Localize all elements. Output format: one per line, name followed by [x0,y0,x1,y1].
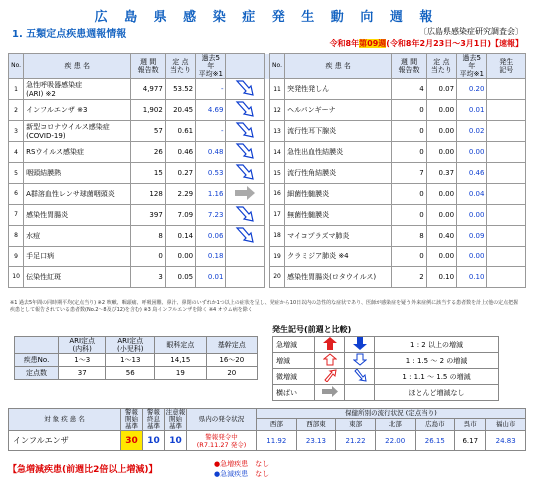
row-no: 10 [9,267,24,288]
points-header-blank [15,337,59,354]
disease-table [8,53,526,288]
remark-cell [487,267,526,288]
table-row [9,163,526,184]
alert-status-line1: 警報発令中 [205,432,238,441]
weekly-count: 0 [392,142,426,163]
legend-label: 微増減 [273,369,315,385]
header-disease: 疾 患 名 [24,54,131,79]
points-cell: 14,15 [155,354,206,367]
remark-cell [487,142,526,163]
table-row [9,79,526,100]
district-value: 23.13 [296,431,336,451]
per-point: 0.61 [165,121,195,142]
five-year-avg: 4.69 [196,100,226,121]
five-year-avg: 0.06 [196,225,226,246]
row-no: 3 [9,121,24,142]
points-cell: 16～20 [206,354,257,367]
slight-down-arrow-icon [226,204,264,225]
week-badge: 第09週 [359,39,387,48]
weekly-count: 4,977 [131,79,165,100]
points-cell: 19 [155,367,206,380]
per-point: 20.45 [165,100,195,121]
district-value: 11.92 [257,431,297,451]
per-point: 0.00 [426,142,456,163]
slight-down-arrow-icon [226,163,264,184]
per-point: 0.00 [426,184,456,205]
slight-down-arrow-icon [226,121,264,142]
footnotes: ※1 過去5年間の同時期平均(定点当り) ※2 咳嗽、咽頭痛、呼吸困難、鼻汁、鼻閉のいずれか1つ以上の症状を呈し、発症から10日以内の急性的な症状であり、医師が感染症を疑う外来症例に該当する患者数を計上(他の定点把握疾患として報告されている患者数(No.2～8及び12)を含む) ※3 鳥インフルエンザを除く ※4 オウム病を除く [10,300,519,313]
disease-name: クラミジア肺炎 ※4 [285,246,392,267]
weekly-count: 2 [392,267,426,288]
disease-name: 手足口病 [24,246,131,267]
disease-name: 感染性胃腸炎(ロタウイルス) [285,267,392,288]
disease-name: RSウイルス感染症 [24,142,131,163]
five-year-avg: 0.09 [457,225,487,246]
district-value: 22.00 [375,431,415,451]
per-point: 0.07 [426,79,456,100]
weekly-count: 0 [392,100,426,121]
disease-name: インフルエンザ ※3 [24,100,131,121]
alert-disease-name: インフルエンザ [9,431,121,451]
row-no: 6 [9,184,24,205]
row-no: 18 [269,225,284,246]
slight-up-arrow-icon [315,369,345,385]
district-value: 21.22 [336,431,376,451]
weekly-count: 0 [392,184,426,205]
decrease-value: なし [255,470,270,478]
table-row [9,142,526,163]
table-row [9,246,526,267]
legend-title: 発生記号(前週と比較) [272,325,352,334]
per-point: 0.05 [165,267,195,288]
row-no: 1 [9,79,24,100]
district-label: 広島市 [415,419,455,431]
increase-value: なし [255,460,270,468]
table-row [9,184,526,205]
five-year-avg: 0.48 [196,142,226,163]
row-no: 19 [269,246,284,267]
per-point: 0.40 [426,225,456,246]
weekly-count: 397 [131,204,165,225]
flat-arrow-icon [315,385,345,401]
disease-name: 無菌性髄膜炎 [285,204,392,225]
sharp-up-arrow-icon [315,337,345,353]
five-year-avg: 0.01 [196,267,226,288]
five-year-avg: - [196,79,226,100]
legend-desc: 1 : 1.5 ～ 2 の増減 [375,353,499,369]
header-no: No. [9,54,24,79]
alert-header-row [9,409,526,419]
date-prefix: 令和8年 [329,39,360,48]
points-row-label: 定点数 [15,367,59,380]
per-point: 0.00 [165,246,195,267]
district-label: 呉市 [455,419,486,431]
flat-arrow-icon [226,184,264,205]
points-cell: 1～3 [59,354,106,367]
header-remark: 発生 記号 [487,54,526,79]
points-col-1: ARI定点 (内科) [59,337,106,354]
row-no: 2 [9,100,24,121]
legend-row [273,385,499,401]
header-no-right: No. [269,54,284,79]
points-col-4: 基幹定点 [206,337,257,354]
warn-threshold: 30 [121,431,143,451]
influenza-alert-table [8,408,526,451]
weekly-count: 57 [131,121,165,142]
rapid-change-list [214,459,269,479]
weekly-count: 4 [392,79,426,100]
points-cell: 37 [59,367,106,380]
weekly-count: 8 [392,225,426,246]
table-row [9,267,526,288]
slight-down-arrow-icon [226,79,264,100]
district-value: 6.17 [455,431,486,451]
alert-status-line2: (R7.11.27 発令) [196,440,247,449]
per-point: 0.46 [165,142,195,163]
legend-label: 急増減 [273,337,315,353]
row-no: 8 [9,225,24,246]
points-cell: 56 [106,367,155,380]
disease-name: A群溶血性レンサ球菌咽頭炎 [24,184,131,205]
weekly-count: 7 [392,163,426,184]
weekly-count: 26 [131,142,165,163]
increase-line [214,459,269,469]
points-col-2: ARI定点 (小児科) [106,337,155,354]
header-weekly: 週 間 報告数 [131,54,165,79]
disease-name: マイコプラズマ肺炎 [285,225,392,246]
district-label: 福山市 [486,419,526,431]
disease-name: 咽頭結膜熱 [24,163,131,184]
table-row [9,225,526,246]
five-year-avg: 7.23 [196,204,226,225]
legend-desc: ほとんど増減なし [375,385,499,401]
district-value: 24.83 [486,431,526,451]
alert-header-warn: 警報 開始 基準 [121,409,143,431]
legend-table [272,336,499,401]
watch-threshold: 10 [165,431,187,451]
header-per-right: 定 点 当たり [426,54,456,79]
five-year-avg: 0.10 [457,267,487,288]
disease-name: 急性呼吸器感染症 (ARI) ※2 [24,79,131,100]
section2-heading: 【急増減疾患(前週比2倍以上増減)】 [8,465,158,475]
legend-row [273,337,499,353]
five-year-avg: - [196,121,226,142]
alert-header-status: 県内の発令状況 [187,409,257,431]
alert-status [187,431,257,451]
district-value: 26.15 [415,431,455,451]
remark-cell [487,79,526,100]
header-avg: 過去5年 平均※1 [196,54,226,79]
alert-header-end: 警報 終息 基準 [143,409,165,431]
five-year-avg: 1.16 [196,184,226,205]
five-year-avg: 0.02 [457,121,487,142]
disease-name: ヘルパンギーナ [285,100,392,121]
weekly-count: 15 [131,163,165,184]
row-no: 14 [269,142,284,163]
points-row-label: 疾患No. [15,354,59,367]
disease-name: 水痘 [24,225,131,246]
per-point: 0.27 [165,163,195,184]
legend-label: 増減 [273,353,315,369]
alert-header-name: 対 象 疾 患 名 [9,409,121,431]
points-row-disease [15,354,258,367]
five-year-avg: 0.00 [457,204,487,225]
disease-name: 新型コロナウイルス感染症 (COVID-19) [24,121,131,142]
legend-row [273,369,499,385]
slight-down-arrow-icon [345,369,375,385]
legend-blank-cell [345,385,375,401]
five-year-avg: 0.46 [457,163,487,184]
per-point: 7.09 [165,204,195,225]
decrease-line [214,469,269,479]
weekly-count: 0 [131,246,165,267]
alert-data-row [9,431,526,451]
five-year-avg: 0.01 [457,100,487,121]
trend-cell [226,267,264,288]
decrease-label: ●急減疾患 [214,470,249,478]
points-cell: 1～13 [106,354,155,367]
remark-cell [487,225,526,246]
end-threshold: 10 [143,431,165,451]
district-label: 西部 [257,419,297,431]
row-no: 20 [269,267,284,288]
slight-down-arrow-icon [226,100,264,121]
slight-down-arrow-icon [226,142,264,163]
per-point: 0.10 [426,267,456,288]
row-no: 13 [269,121,284,142]
table-row [9,204,526,225]
remark-cell [487,184,526,205]
down-arrow-outline-icon [345,353,375,369]
weekly-count: 8 [131,225,165,246]
row-no: 17 [269,204,284,225]
weekly-count: 1,902 [131,100,165,121]
row-no: 7 [9,204,24,225]
weekly-count: 3 [131,267,165,288]
five-year-avg: 0.04 [457,184,487,205]
legend-desc: 1 : 1.1 ～ 1.5 の増減 [375,369,499,385]
five-year-avg: 0.20 [457,79,487,100]
per-point: 0.00 [426,121,456,142]
header-per: 定 点 当たり [165,54,195,79]
slight-down-arrow-icon [226,225,264,246]
five-year-avg: 0.53 [196,163,226,184]
per-point: 2.29 [165,184,195,205]
remark-cell [487,163,526,184]
per-point: 0.00 [426,204,456,225]
header-disease-right: 疾 患 名 [285,54,392,79]
per-point: 0.00 [426,100,456,121]
header-weekly-right: 週 間 報告数 [392,54,426,79]
disease-name: 急性出血性結膜炎 [285,142,392,163]
disease-name: 突発性発しん [285,79,392,100]
report-title: 広 島 県 感 染 症 発 生 動 向 週 報 [94,10,439,25]
five-year-avg: 0.00 [457,142,487,163]
points-col-3: 眼科定点 [155,337,206,354]
row-no: 9 [9,246,24,267]
points-row-count [15,367,258,380]
row-no: 12 [269,100,284,121]
alert-header-watch: 注意報 開始 基準 [165,408,186,430]
legend-label: 横ばい [273,385,315,401]
trend-cell [226,246,264,267]
per-point: 0.14 [165,225,195,246]
remark-cell [487,204,526,225]
disease-name: 流行性角結膜炎 [285,163,392,184]
per-point: 0.00 [426,246,456,267]
weekly-count: 128 [131,184,165,205]
header-arrow [226,54,264,79]
section1-heading: 1. 五類定点疾患週報情報 [12,29,127,40]
points-header-row [15,337,258,354]
per-point: 0.37 [426,163,456,184]
remark-cell [487,246,526,267]
row-no: 16 [269,184,284,205]
table-row [9,100,526,121]
row-no: 15 [269,163,284,184]
district-label: 北部 [375,419,415,431]
district-label: 東部 [336,419,376,431]
remark-cell [487,121,526,142]
legend-row [273,353,499,369]
disease-name: 伝染性紅斑 [24,267,131,288]
disease-name: 感染性胃腸炎 [24,204,131,225]
per-point: 53.52 [165,79,195,100]
disease-name: 流行性耳下腺炎 [285,121,392,142]
row-no: 11 [269,79,284,100]
sentinel-points-table [14,336,258,380]
remark-cell [487,100,526,121]
table-row [9,121,526,142]
table-header-row [9,54,526,79]
five-year-avg: 0.00 [457,246,487,267]
organization-label: 〔広島県感染症研究調査会〕 [419,27,523,36]
up-arrow-outline-icon [315,353,345,369]
row-no: 4 [9,142,24,163]
legend-desc: 1 : 2 以上の増減 [375,337,499,353]
row-no: 5 [9,163,24,184]
disease-name: 細菌性髄膜炎 [285,184,392,205]
table-body [9,79,526,288]
sharp-down-arrow-icon [345,337,375,353]
weekly-count: 0 [392,204,426,225]
weekly-count: 0 [392,246,426,267]
district-label: 西部東 [296,419,336,431]
alert-header-health: 保健所別の流行状況 (定点当り) [257,409,526,419]
header-avg-right: 過去5年 平均※1 [457,54,487,79]
five-year-avg: 0.18 [196,246,226,267]
report-date [330,38,523,49]
increase-label: ●急増疾患 [214,460,249,468]
date-suffix: (令和8年2月23日～3月1日)【速報】 [386,39,523,48]
points-cell: 20 [206,367,257,380]
weekly-count: 0 [392,121,426,142]
